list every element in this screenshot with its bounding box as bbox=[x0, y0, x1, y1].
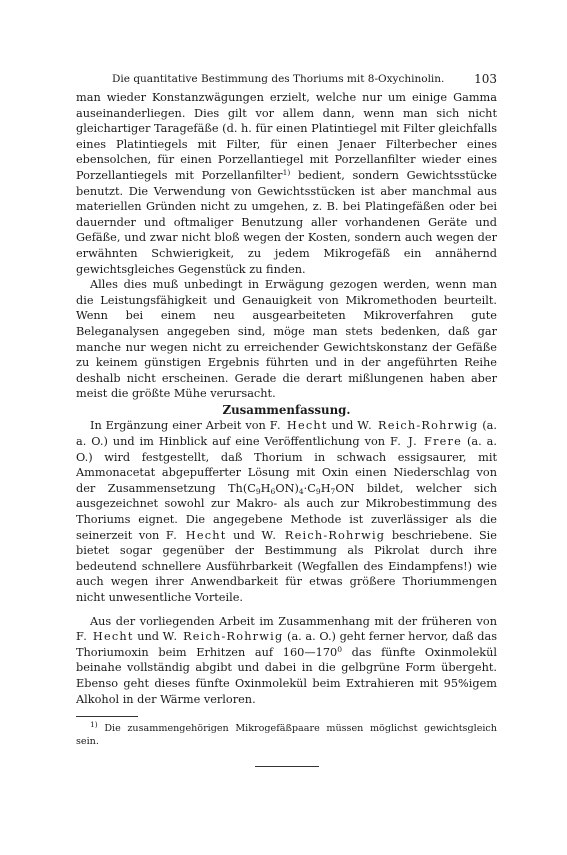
formula-part: H bbox=[320, 481, 331, 495]
formula-subscript: 6 bbox=[270, 486, 276, 496]
degree-mark: 0 bbox=[337, 644, 342, 654]
author-name: F. Hecht bbox=[165, 528, 227, 542]
footnote bbox=[76, 722, 497, 748]
running-header bbox=[76, 72, 497, 90]
footnote-divider bbox=[76, 716, 138, 717]
paragraph-text: das fünfte Oxinmolekül beinahe vollständig abgibt und dabei in die gelbgrüne Form übergeht. Ebenso geht dieses fünfte Oxinmolekül beim Extrahieren mit 95%igem Alkohol in der Wärme verloren. bbox=[76, 645, 497, 706]
running-title: Die quantitative Bestimmung des Thoriums mit 8-Oxychinolin. bbox=[112, 73, 445, 85]
page bbox=[76, 72, 497, 767]
formula-subscript: 7 bbox=[330, 486, 336, 496]
formula-part: ·C bbox=[303, 481, 316, 495]
author-name: W. Reich-Rohrwig bbox=[357, 419, 479, 433]
chemical-formula bbox=[228, 482, 354, 495]
paragraph-text: und bbox=[226, 528, 262, 542]
author-name: W. Reich-Rohrwig bbox=[261, 528, 386, 542]
paragraph-text: man wieder Konstanzwägungen erzielt, welche nur um einige Gamma auseinanderliegen. Dies gilt vor allem dann, wenn man sich nicht gleichartiger Taragefäße (d. h. für einen Platintiegel mit Filter gleichfalls eines Platintiegels mit Filter, für einen Jenaer Filterbecher eines ebensolchen, für einen Porzellantiegel mit Porzellanfilter wieder eines Porzellantiegels mit Porzellanfilter bbox=[76, 91, 497, 182]
paragraph-text: bildet, welcher sich ausgezeichnet sowohl zur Makro- als auch zur Mikrobestimmung des Thoriums eignet. Die angegebene Methode ist zuverlässiger als die seinerzeit von bbox=[76, 481, 497, 542]
paragraph-text: In Ergänzung einer Arbeit von bbox=[90, 419, 270, 433]
author-name: F. Hecht bbox=[269, 419, 328, 433]
end-rule bbox=[255, 766, 319, 767]
paragraph-text: beschriebene. Sie bietet sogar gegenüber der Bestimmung als Pikrolat durch ihre bedeutend schnellere Ausführbarkeit (Wegfallen des Eindampfens!) wie auch wegen ihrer Anwendbarkeit für etwas größere Thoriummengen nicht unwesentliche Vorteile. bbox=[76, 528, 497, 604]
paragraph-text: und bbox=[133, 630, 163, 644]
paragraph-micromethods: Alles dies muß unbedingt in Erwägung gezogen werden, wenn man die Leistungsfähigkeit und Genauigkeit von Mikromethoden beurteilt. Wenn bei einem neu ausgearbeiteten Mikroverfahren gute Beleganalysen angegeben sind, möge man stets bedenken, daß gar manche nur wegen nicht zu erreichender Gewichtskonstanz der Gefäße zu keinem günstigen Ergebnis führten und in der angeführten Reihe deshalb nicht erscheinen. Gerade die derart mißlungenen haben aber meist die größte Mühe verursacht. bbox=[76, 278, 497, 401]
author-name: W. Reich-Rohrwig bbox=[162, 630, 284, 644]
formula-part: Th(C bbox=[228, 481, 256, 495]
formula-part: ON) bbox=[275, 481, 299, 495]
paragraph-text: (a. a. O.) wird festgestellt, daß Thorium in schwach essigsaurer, mit Ammonacetat abgepufferter Lösung mit Oxin einen Niederschlag von der Zusammensetzung bbox=[76, 435, 498, 495]
formula-part: H bbox=[260, 481, 271, 495]
paragraph-weighing bbox=[76, 90, 497, 277]
footnote-marker: 1) bbox=[90, 720, 98, 730]
section-heading-summary: Zusammenfassung. bbox=[222, 402, 351, 417]
paragraph-text: (a. a. O.) und im Hinblick auf eine Veröffentlichung von bbox=[76, 419, 497, 449]
footnote-reference: 1) bbox=[282, 167, 291, 177]
formula-subscript: 9 bbox=[255, 486, 261, 496]
paragraph-summary-2 bbox=[76, 614, 497, 708]
paragraph-text: bedient, sondern Gewichtsstücke benutzt. Die Verwendung von Gewichtsstücken ist aber manchmal aus materiellen Gründen nicht zu umgehen, z. B. bei Platingefäßen oder bei dauernder und oftmaliger Benutzung aller vorhandenen Geräte und Gefäße, und zwar nicht bloß wegen der Kosten, sondern auch wegen der erwähnten Schwierigkeit, zu jedem Mikrogefäß ein annähernd gewichtsgleiches Gegenstück zu finden. bbox=[76, 168, 497, 276]
paragraph-text: Aus der vorliegenden Arbeit im Zusammenhang mit der früheren von bbox=[90, 614, 497, 628]
formula-subscript: 9 bbox=[315, 486, 321, 496]
author-name: F. J. Frere bbox=[390, 435, 463, 449]
author-name: F. Hecht bbox=[76, 630, 134, 644]
paragraph-summary-1 bbox=[76, 418, 497, 605]
paragraph-text: (a. a. O.) geht ferner hervor, daß das Thoriumoxin beim Erhitzen auf 160—170 bbox=[76, 630, 497, 659]
paragraph-text: und bbox=[327, 419, 358, 433]
page-number: 103 bbox=[474, 72, 497, 86]
formula-part: ON bbox=[335, 481, 355, 495]
footnote-text: Die zusammengehörigen Mikrogefäßpaare müssen möglichst gewichtsgleich sein. bbox=[76, 723, 497, 748]
formula-subscript: 4 bbox=[298, 486, 304, 496]
